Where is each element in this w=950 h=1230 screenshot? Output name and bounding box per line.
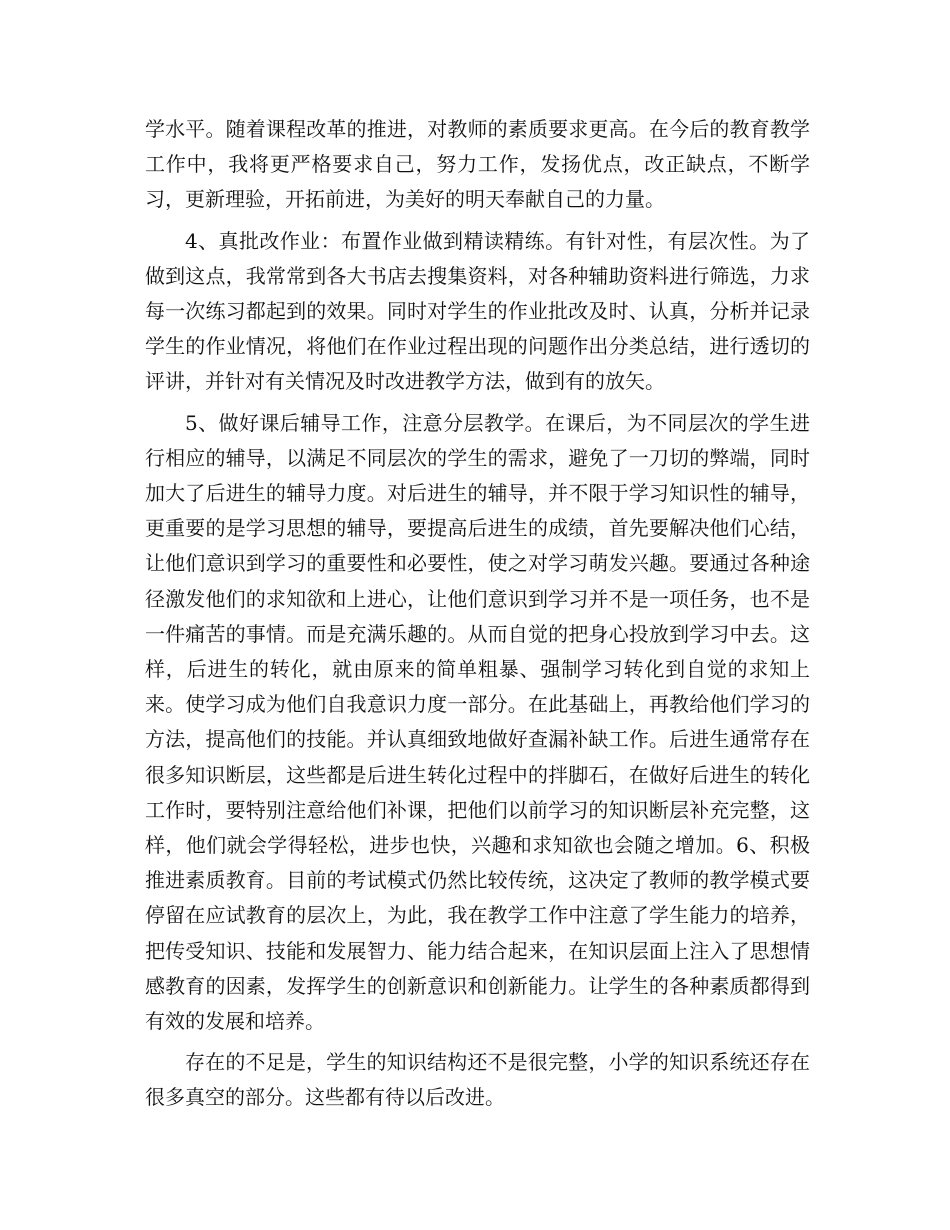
paragraph-homework: 4、真批改作业：布置作业做到精读精练。有针对性，有层次性。为了做到这点，我常常到各大书店去搜集资料，对各种辅助资料进行筛选，力求每一次练习都起到的效果。同时对学生的作业批改及时、认真，分析并记录学生的作业情况，将他们在作业过程出现的问题作出分类总结，进行透切的评讲，并针对有关情况及时改进教学方法，做到有的放矢。 [145,228,810,394]
paragraph-shortcomings: 存在的不足是，学生的知识结构还不是很完整，小学的知识系统还存在很多真空的部分。这些都有待以后改进。 [145,1050,810,1110]
paragraph-tutoring: 5、做好课后辅导工作，注意分层教学。在课后，为不同层次的学生进行相应的辅导，以满足不同层次的学生的需求，避免了一刀切的弊端，同时加大了后进生的辅导力度。对后进生的辅导，并不限于学习知识性的辅导，更重要的是学习思想的辅导，要提高后进生的成绩，首先要解决他们心结，让他们意识到学习的重要性和必要性，使之对学习萌发兴趣。要通过各种途径激发他们的求知欲和上进心，让他们意识到学习并不是一项任务，也不是一件痛苦的事情。而是充满乐趣的。从而自觉的把身心投放到学习中去。这样，后进生的转化，就由原来的简单粗暴、强制学习转化到自觉的求知上来。使学习成为他们自我意识力度一部分。在此基础上，再教给他们学习的方法，提高他们的技能。并认真细致地做好查漏补缺工作。后进生通常存在很多知识断层，这些都是后进生转化过程中的拌脚石，在做好后进生的转化工作时，要特别注意给他们补课，把他们以前学习的知识断层补充完整，这样，他们就会学得轻松，进步也快，兴趣和求知欲也会随之增加。6、积极推进素质教育。目前的考试模式仍然比较传统，这决定了教师的教学模式要停留在应试教育的层次上，为此，我在教学工作中注意了学生能力的培养，把传受知识、技能和发展智力、能力结合起来，在知识层面上注入了思想情感教育的因素，发挥学生的创新意识和创新能力。让学生的各种素质都得到有效的发展和培养。 [145,410,810,1034]
paragraph-continuation: 学水平。随着课程改革的推进，对教师的素质要求更高。在今后的教育教学工作中，我将更严格要求自己，努力工作，发扬优点，改正缺点，不断学习，更新理验，开拓前进，为美好的明天奉献自己的力量。 [145,117,810,212]
document-body [145,112,810,1116]
